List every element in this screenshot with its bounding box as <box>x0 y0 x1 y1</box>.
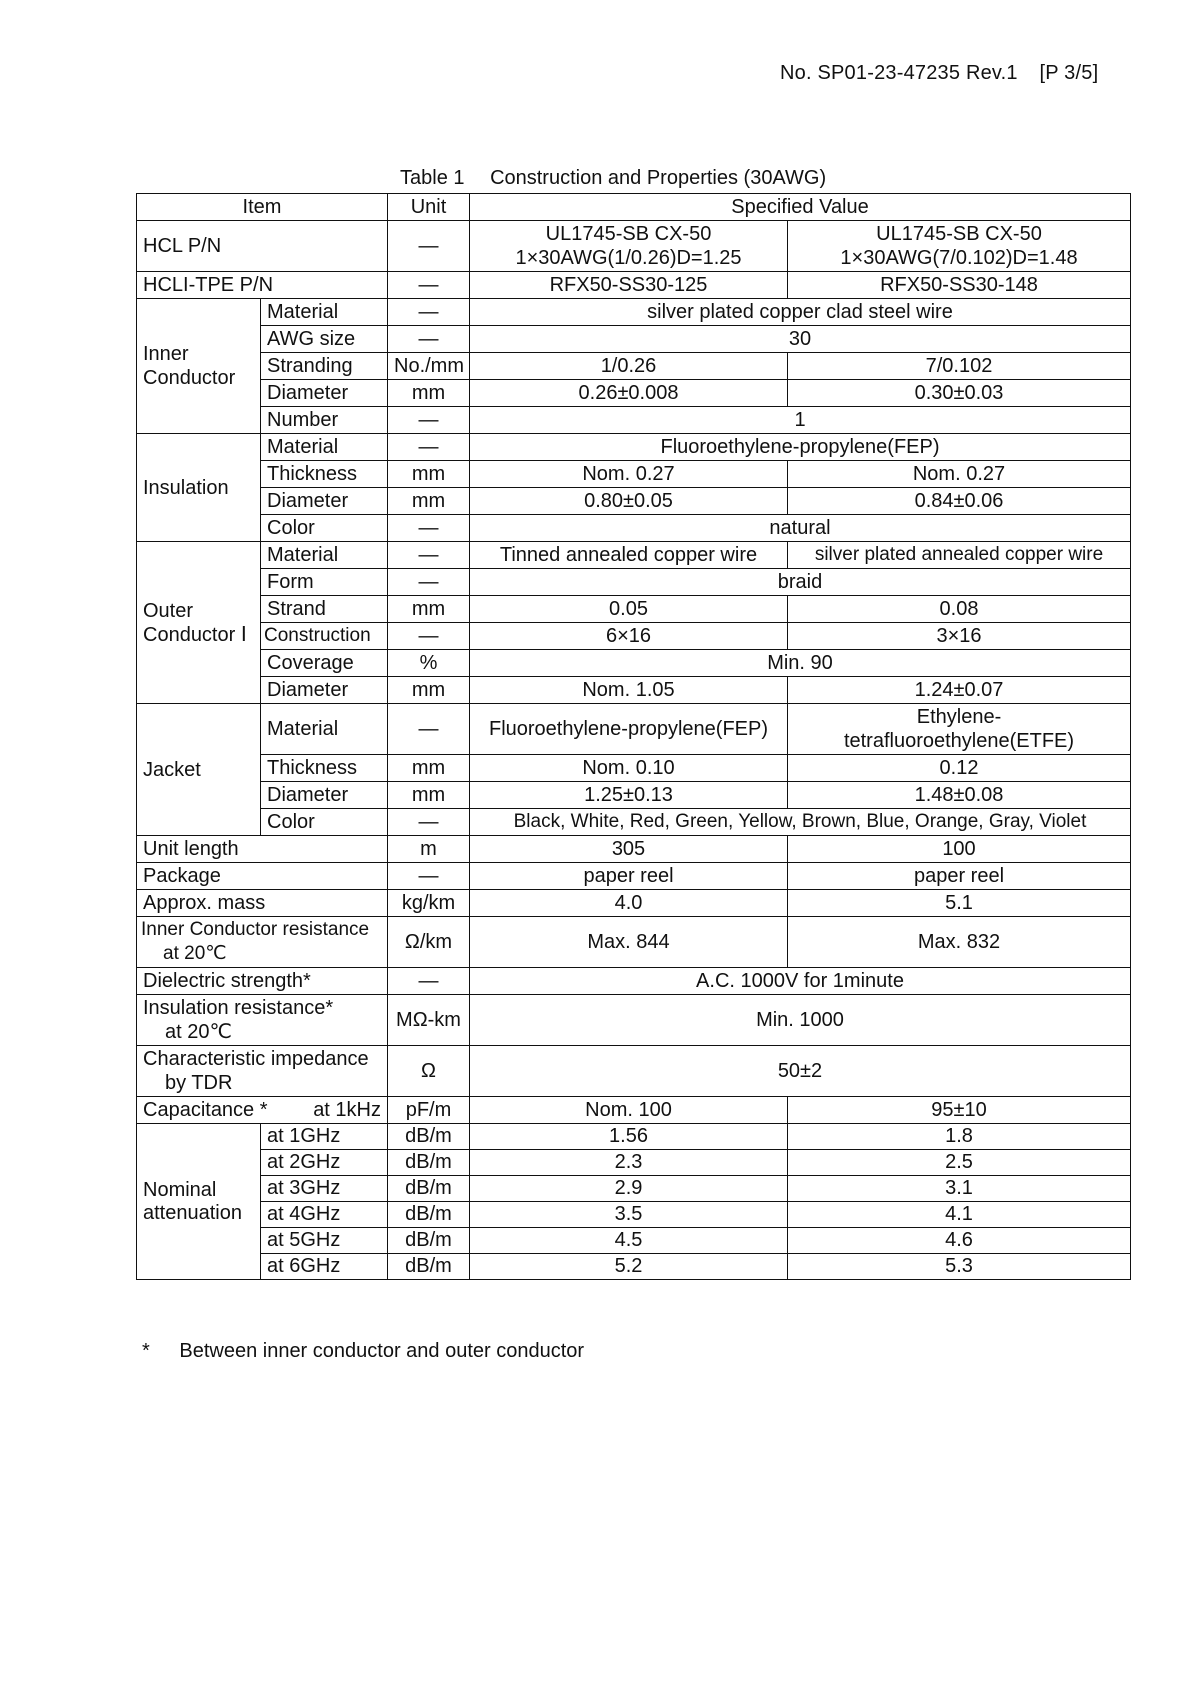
table-row <box>137 596 1131 623</box>
value-cell-b: Max. 832 <box>788 917 1131 968</box>
value-cell-a: 1/0.26 <box>470 353 788 380</box>
sub-label: at 3GHz <box>261 1176 388 1202</box>
unit-cell: — <box>388 407 470 434</box>
group-label-nominal-attenuation: Nominal attenuation <box>137 1124 261 1280</box>
table-row <box>137 1202 1131 1228</box>
sub-label: Diameter <box>261 782 388 809</box>
sub-label: Thickness <box>261 461 388 488</box>
page-indicator: [P 3/5] <box>1039 62 1099 84</box>
unit-cell: pF/m <box>388 1097 470 1124</box>
table-row <box>137 326 1131 353</box>
sub-label: Material <box>261 542 388 569</box>
table-row <box>137 1176 1131 1202</box>
table-row <box>137 299 1131 326</box>
footnote <box>142 1340 584 1363</box>
sub-label: Form <box>261 569 388 596</box>
sub-label: Color <box>261 809 388 836</box>
value-cell-b: 3.1 <box>788 1176 1131 1202</box>
row-label: Capacitance * at 1kHz <box>137 1097 388 1124</box>
sub-label: Material <box>261 299 388 326</box>
table-row <box>137 650 1131 677</box>
table-row <box>137 407 1131 434</box>
table-row <box>137 569 1131 596</box>
table-row <box>137 995 1131 1046</box>
value-cell-a: 2.9 <box>470 1176 788 1202</box>
unit-cell: m <box>388 836 470 863</box>
table-row <box>137 461 1131 488</box>
value-cell-a: Nom. 0.27 <box>470 461 788 488</box>
unit-cell: dB/m <box>388 1150 470 1176</box>
unit-cell: dB/m <box>388 1124 470 1150</box>
table-row <box>137 1124 1131 1150</box>
value-cell: natural <box>470 515 1131 542</box>
row-label: Inner Conductor resistance at 20℃ <box>137 917 388 968</box>
table-row <box>137 515 1131 542</box>
table-header-row <box>137 194 1131 221</box>
table-row <box>137 836 1131 863</box>
value-cell-a: 305 <box>470 836 788 863</box>
table-row <box>137 623 1131 650</box>
value-cell-b: 1.24±0.07 <box>788 677 1131 704</box>
table-caption <box>400 167 826 190</box>
table-row <box>137 917 1131 968</box>
sub-label: Construction <box>261 623 388 650</box>
table-row <box>137 755 1131 782</box>
table-row <box>137 353 1131 380</box>
unit-cell: % <box>388 650 470 677</box>
sub-label: Diameter <box>261 380 388 407</box>
doc-number-text: No. SP01-23-47235 Rev.1 <box>780 62 1018 84</box>
unit-cell: mm <box>388 461 470 488</box>
table-row <box>137 863 1131 890</box>
value-cell-b: 100 <box>788 836 1131 863</box>
value-cell-b: 1.48±0.08 <box>788 782 1131 809</box>
value-cell-b: 5.1 <box>788 890 1131 917</box>
unit-cell: — <box>388 326 470 353</box>
value-cell: Black, White, Red, Green, Yellow, Brown, Blue, Orange, Gray, Violet <box>470 809 1131 836</box>
value-cell-a: 5.2 <box>470 1254 788 1280</box>
row-label: Approx. mass <box>137 890 388 917</box>
table-label: Table 1 <box>400 167 465 189</box>
footnote-mark: * <box>142 1340 150 1362</box>
document-number <box>780 62 1098 85</box>
table-row <box>137 1228 1131 1254</box>
value-cell-b: UL1745-SB CX-50 1×30AWG(7/0.102)D=1.48 <box>788 221 1131 272</box>
unit-cell: mm <box>388 755 470 782</box>
header-item: Item <box>137 194 388 221</box>
value-cell-b: 4.6 <box>788 1228 1131 1254</box>
value-cell-b: 3×16 <box>788 623 1131 650</box>
group-label-outer-conductor: Outer Conductor Ⅰ <box>137 542 261 704</box>
table-row <box>137 1046 1131 1097</box>
unit-cell: — <box>388 704 470 755</box>
value-cell-b: 7/0.102 <box>788 353 1131 380</box>
unit-cell: — <box>388 542 470 569</box>
value-cell: 1 <box>470 407 1131 434</box>
unit-cell: — <box>388 434 470 461</box>
unit-cell: mm <box>388 596 470 623</box>
table-row <box>137 434 1131 461</box>
sub-label: Diameter <box>261 677 388 704</box>
value-cell-a: UL1745-SB CX-50 1×30AWG(1/0.26)D=1.25 <box>470 221 788 272</box>
sub-label: Color <box>261 515 388 542</box>
sub-label: at 4GHz <box>261 1202 388 1228</box>
value-cell-a: paper reel <box>470 863 788 890</box>
value-cell: Fluoroethylene-propylene(FEP) <box>470 434 1131 461</box>
value-cell-a: 1.25±0.13 <box>470 782 788 809</box>
row-label: Insulation resistance* at 20℃ <box>137 995 388 1046</box>
table-row <box>137 380 1131 407</box>
value-cell: Min. 90 <box>470 650 1131 677</box>
table-row <box>137 1254 1131 1280</box>
value-cell-a: 1.56 <box>470 1124 788 1150</box>
unit-cell: mm <box>388 488 470 515</box>
table-row <box>137 1150 1131 1176</box>
value-cell-b: 2.5 <box>788 1150 1131 1176</box>
value-cell-b: 0.08 <box>788 596 1131 623</box>
unit-cell: — <box>388 569 470 596</box>
sub-label: Diameter <box>261 488 388 515</box>
row-label: HCL P/N <box>137 221 388 272</box>
table-row <box>137 677 1131 704</box>
unit-cell: — <box>388 221 470 272</box>
value-cell: Min. 1000 <box>470 995 1131 1046</box>
unit-cell: mm <box>388 782 470 809</box>
footnote-text: Between inner conductor and outer conductor <box>179 1340 585 1362</box>
value-cell-b: silver plated annealed copper wire <box>788 542 1131 569</box>
value-cell-b: 1.8 <box>788 1124 1131 1150</box>
group-label-insulation: Insulation <box>137 434 261 542</box>
value-cell-a: Fluoroethylene-propylene(FEP) <box>470 704 788 755</box>
group-label-jacket: Jacket <box>137 704 261 836</box>
unit-cell: No./mm <box>388 353 470 380</box>
sub-label: at 1GHz <box>261 1124 388 1150</box>
group-label-inner-conductor: Inner Conductor <box>137 299 261 434</box>
value-cell-b: Nom. 0.27 <box>788 461 1131 488</box>
value-cell: braid <box>470 569 1131 596</box>
value-cell: 50±2 <box>470 1046 1131 1097</box>
unit-cell: — <box>388 863 470 890</box>
unit-cell: dB/m <box>388 1176 470 1202</box>
value-cell-a: 0.05 <box>470 596 788 623</box>
value-cell-a: 3.5 <box>470 1202 788 1228</box>
unit-cell: dB/m <box>388 1228 470 1254</box>
unit-cell: — <box>388 968 470 995</box>
value-cell-a: 0.26±0.008 <box>470 380 788 407</box>
value-cell-a: 6×16 <box>470 623 788 650</box>
unit-cell: — <box>388 623 470 650</box>
sub-label: Material <box>261 434 388 461</box>
construction-properties-table <box>136 193 1131 1280</box>
header-specified-value: Specified Value <box>470 194 1131 221</box>
value-cell-b: 0.84±0.06 <box>788 488 1131 515</box>
row-label: HCLI-TPE P/N <box>137 272 388 299</box>
sub-label: AWG size <box>261 326 388 353</box>
sub-label: Coverage <box>261 650 388 677</box>
value-cell-a: 4.5 <box>470 1228 788 1254</box>
value-cell-a: Nom. 100 <box>470 1097 788 1124</box>
unit-cell: dB/m <box>388 1202 470 1228</box>
value-cell-a: Nom. 1.05 <box>470 677 788 704</box>
table-row <box>137 704 1131 755</box>
row-label: Characteristic impedance by TDR <box>137 1046 388 1097</box>
row-label: Dielectric strength* <box>137 968 388 995</box>
row-label: Package <box>137 863 388 890</box>
value-cell-a: Tinned annealed copper wire <box>470 542 788 569</box>
unit-cell: dB/m <box>388 1254 470 1280</box>
row-label: Unit length <box>137 836 388 863</box>
table-title: Construction and Properties (30AWG) <box>490 167 827 189</box>
value-cell-a: Max. 844 <box>470 917 788 968</box>
sub-label: at 6GHz <box>261 1254 388 1280</box>
table-row <box>137 1097 1131 1124</box>
value-cell: A.C. 1000V for 1minute <box>470 968 1131 995</box>
unit-cell: Ω/km <box>388 917 470 968</box>
value-cell-b: paper reel <box>788 863 1131 890</box>
table-row <box>137 221 1131 272</box>
value-cell-a: Nom. 0.10 <box>470 755 788 782</box>
sub-label: Number <box>261 407 388 434</box>
sub-label: at 2GHz <box>261 1150 388 1176</box>
unit-cell: mm <box>388 380 470 407</box>
table-row <box>137 542 1131 569</box>
table-row <box>137 968 1131 995</box>
value-cell-b: 5.3 <box>788 1254 1131 1280</box>
unit-cell: kg/km <box>388 890 470 917</box>
value-cell-b: 0.30±0.03 <box>788 380 1131 407</box>
sub-label: Thickness <box>261 755 388 782</box>
value-cell: 30 <box>470 326 1131 353</box>
unit-cell: — <box>388 272 470 299</box>
unit-cell: — <box>388 809 470 836</box>
header-unit: Unit <box>388 194 470 221</box>
table-row <box>137 782 1131 809</box>
value-cell-b: RFX50-SS30-148 <box>788 272 1131 299</box>
value-cell-a: 2.3 <box>470 1150 788 1176</box>
table-row <box>137 488 1131 515</box>
value-cell: silver plated copper clad steel wire <box>470 299 1131 326</box>
sub-label: at 5GHz <box>261 1228 388 1254</box>
unit-cell: Ω <box>388 1046 470 1097</box>
unit-cell: — <box>388 299 470 326</box>
sub-label: Stranding <box>261 353 388 380</box>
table-row <box>137 272 1131 299</box>
sub-label: Strand <box>261 596 388 623</box>
value-cell-b: Ethylene- tetrafluoroethylene(ETFE) <box>788 704 1131 755</box>
unit-cell: MΩ-km <box>388 995 470 1046</box>
value-cell-a: 0.80±0.05 <box>470 488 788 515</box>
value-cell-b: 95±10 <box>788 1097 1131 1124</box>
value-cell-b: 0.12 <box>788 755 1131 782</box>
table-row <box>137 809 1131 836</box>
value-cell-a: RFX50-SS30-125 <box>470 272 788 299</box>
value-cell-a: 4.0 <box>470 890 788 917</box>
unit-cell: — <box>388 515 470 542</box>
unit-cell: mm <box>388 677 470 704</box>
value-cell-b: 4.1 <box>788 1202 1131 1228</box>
table-row <box>137 890 1131 917</box>
sub-label: Material <box>261 704 388 755</box>
